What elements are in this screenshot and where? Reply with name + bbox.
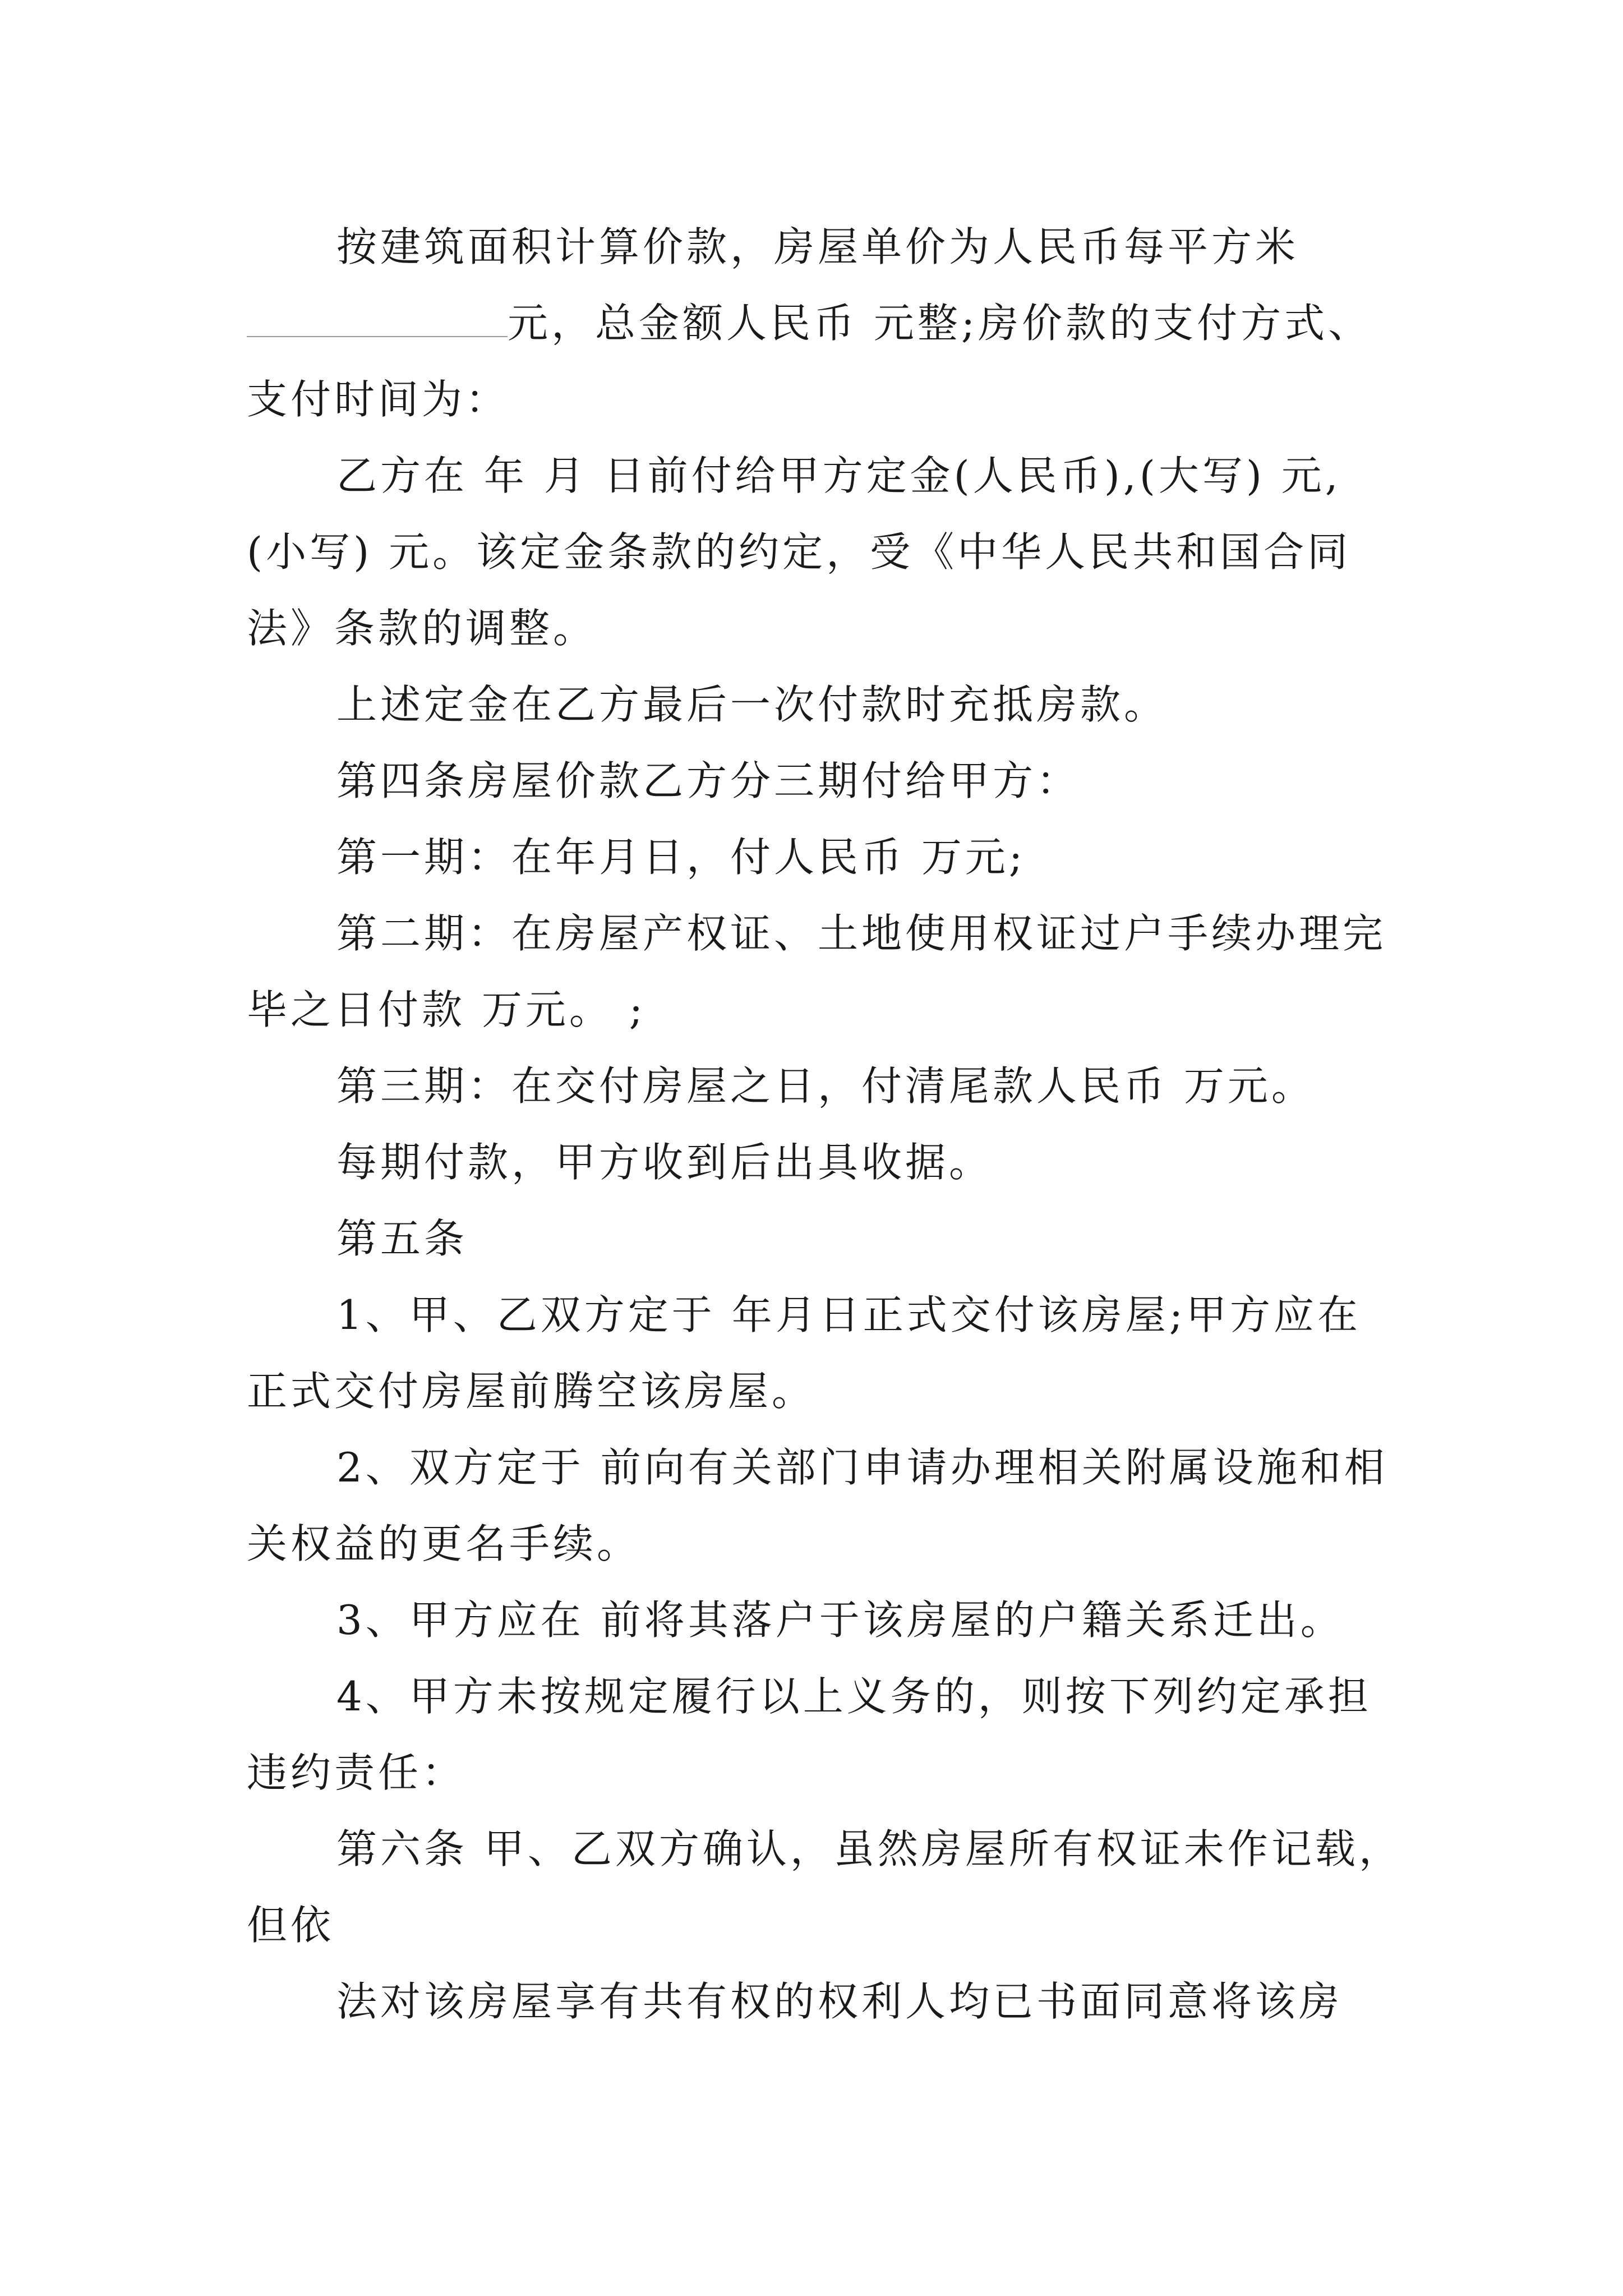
- line-text: 第六条 甲、乙双方确认，虽然房屋所有权证未作记载，: [336, 1825, 1403, 1872]
- line-text: 1、甲、乙双方定于 年月日正式交付该房屋;甲方应在: [336, 1291, 1361, 1338]
- paragraph-line: [247, 743, 1385, 819]
- line-text: 第二期：在房屋产权证、土地使用权证过户手续办理完: [336, 910, 1387, 957]
- line-text: 按建筑面积计算价款，房屋单价为人民币每平方米: [336, 223, 1299, 270]
- line-text: 法对该房屋享有共有权的权利人均已书面同意将该房: [336, 1978, 1343, 2025]
- paragraph-line: [247, 1429, 1388, 1506]
- line-text: 第五条: [336, 1215, 468, 1262]
- line-text: 上述定金在乙方最后一次付款时充抵房款。: [336, 681, 1168, 728]
- line-text: 第一期：在年月日，付人民币 万元;: [336, 834, 1026, 881]
- paragraph-line: [247, 1277, 1385, 1353]
- paragraph-line: [247, 1734, 1385, 1811]
- paragraph-line: [247, 1963, 1385, 2040]
- line-text: 违约责任：: [247, 1749, 466, 1796]
- document-body: [247, 209, 1403, 2040]
- paragraph-line: [247, 1353, 1385, 1429]
- paragraph-line: [247, 514, 1385, 590]
- paragraph-line: [247, 895, 1385, 972]
- paragraph-line: [247, 972, 1385, 1048]
- paragraph-line: [247, 285, 1385, 361]
- line-text: 乙方在 年 月 日前付给甲方定金(人民币),(大写) 元,: [336, 452, 1341, 499]
- paragraph-line: [247, 209, 1385, 285]
- paragraph-line: [247, 361, 1385, 438]
- line-text: 3、甲方应在 前将其落户于该房屋的户籍关系迁出。: [336, 1596, 1344, 1644]
- line-text: 毕之日付款 万元。 ;: [247, 986, 647, 1033]
- line-text: 但依: [247, 1902, 335, 1949]
- paragraph-line: [247, 1582, 1385, 1658]
- line-text: 第四条房屋价款乙方分三期付给甲方：: [336, 757, 1081, 804]
- paragraph-line: [247, 1200, 1385, 1277]
- paragraph-line: [247, 666, 1385, 743]
- line-text: 4、甲方未按规定履行以上义务的，则按下列约定承担: [336, 1673, 1372, 1720]
- line-text: (小写) 元。该定金条款的约定，受《中华人民共和国合同: [247, 528, 1352, 576]
- line-text: 元，总金额人民币 元整;房价款的支付方式、: [508, 300, 1372, 347]
- line-text: 每期付款，甲方收到后出具收据。: [336, 1139, 993, 1186]
- paragraph-line: [247, 590, 1385, 666]
- fill-in-blank: [247, 287, 508, 337]
- paragraph-line: [247, 1506, 1385, 1582]
- line-text: 支付时间为：: [247, 376, 510, 423]
- paragraph-line: [247, 819, 1385, 895]
- line-text: 关权益的更名手续。: [247, 1520, 641, 1567]
- paragraph-line: [247, 1048, 1385, 1124]
- line-text: 第三期：在交付房屋之日，付清尾款人民币 万元。: [336, 1062, 1315, 1110]
- line-text: 正式交付房屋前腾空该房屋。: [247, 1368, 816, 1415]
- line-text: 2、双方定于 前向有关部门申请办理相关附属设施和相: [336, 1444, 1388, 1491]
- paragraph-line: [247, 1658, 1385, 1734]
- paragraph-line: [247, 1887, 1385, 1963]
- paragraph-line: [247, 1811, 1403, 1887]
- line-text: 法》条款的调整。: [247, 605, 597, 652]
- paragraph-line: [247, 1124, 1385, 1200]
- paragraph-line: [247, 438, 1385, 514]
